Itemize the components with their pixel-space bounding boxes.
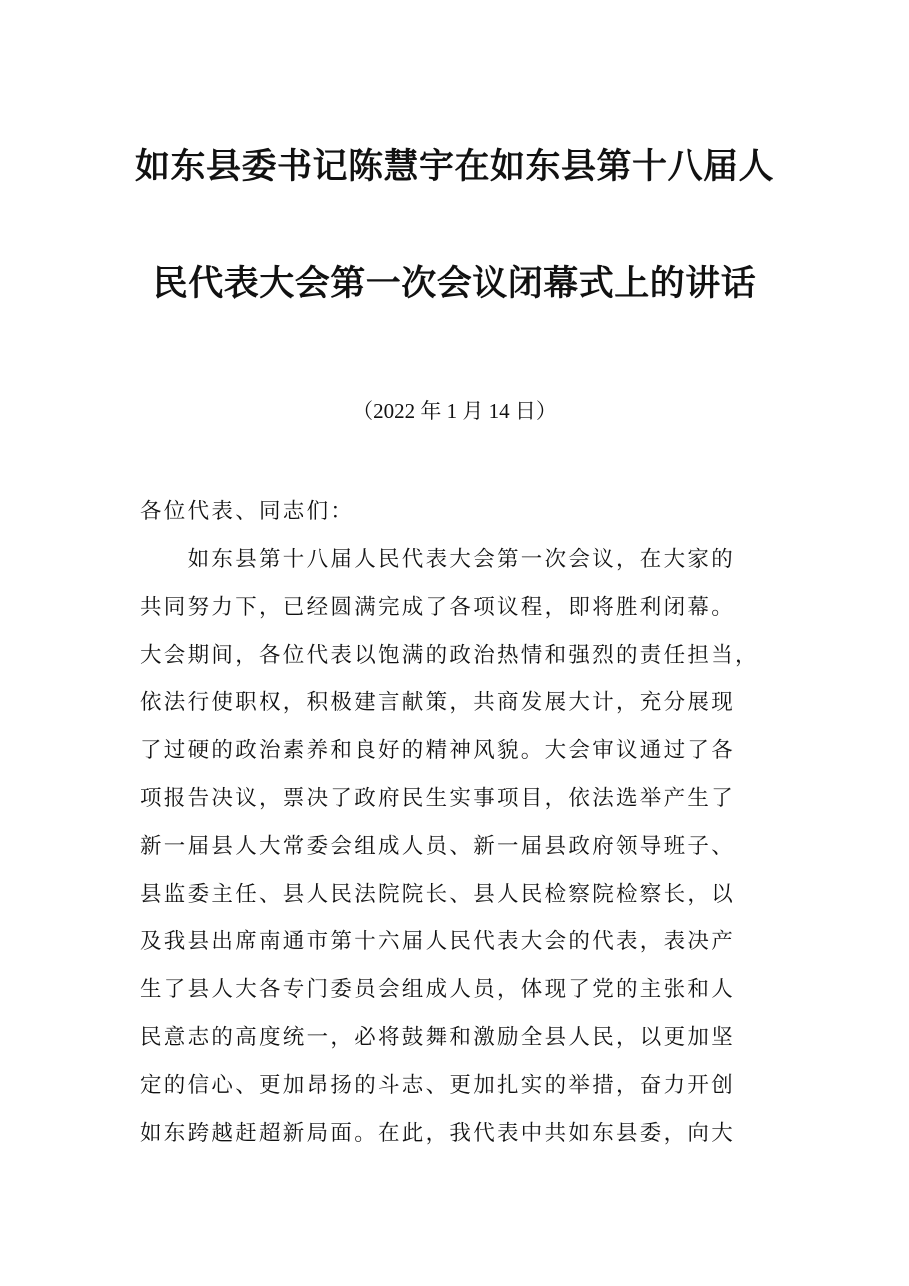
document-title-line-2: 民代表大会第一次会议闭幕式上的讲话 (152, 263, 757, 304)
paragraph-line: 共同努力下，已经圆满完成了各项议程，即将胜利闭幕。 (140, 594, 736, 620)
body-paragraph (140, 536, 780, 1157)
paragraph-line: 生了县人大各专门委员会组成人员，体现了党的主张和人 (140, 977, 736, 1003)
paragraph-line: 了过硬的政治素养和良好的精神风貌。大会审议通过了各 (140, 738, 736, 764)
speech-date: （2022 年 1 月 14 日） (352, 399, 557, 423)
paragraph-line: 及我县出席南通市第十六届人民代表大会的代表，表决产 (140, 929, 736, 955)
paragraph-line: 民意志的高度统一，必将鼓舞和激励全县人民，以更加坚 (140, 1024, 736, 1050)
paragraph-line: 项报告决议，票决了政府民生实事项目，依法选举产生了 (140, 785, 736, 811)
paragraph-line: 定的信心、更加昂扬的斗志、更加扎实的举措，奋力开创 (140, 1072, 736, 1098)
paragraph-line: 依法行使职权，积极建言献策，共商发展大计，充分展现 (140, 690, 736, 716)
paragraph-line: 县监委主任、县人民法院院长、县人民检察院检察长，以 (140, 881, 736, 907)
paragraph-line: 如东县第十八届人民代表大会第一次会议，在大家的 (140, 547, 736, 572)
paragraph-line: 如东跨越赶超新局面。在此，我代表中共如东县委，向大 (140, 1120, 736, 1146)
paragraph-line: 新一届县人大常委会组成人员、新一届县政府领导班子、 (140, 833, 736, 859)
salutation: 各位代表、同志们： (140, 499, 355, 524)
document-title-line-1: 如东县委书记陈慧宇在如东县第十八届人 (134, 146, 774, 187)
paragraph-line: 大会期间，各位代表以饱满的政治热情和强烈的责任担当， (140, 642, 759, 668)
